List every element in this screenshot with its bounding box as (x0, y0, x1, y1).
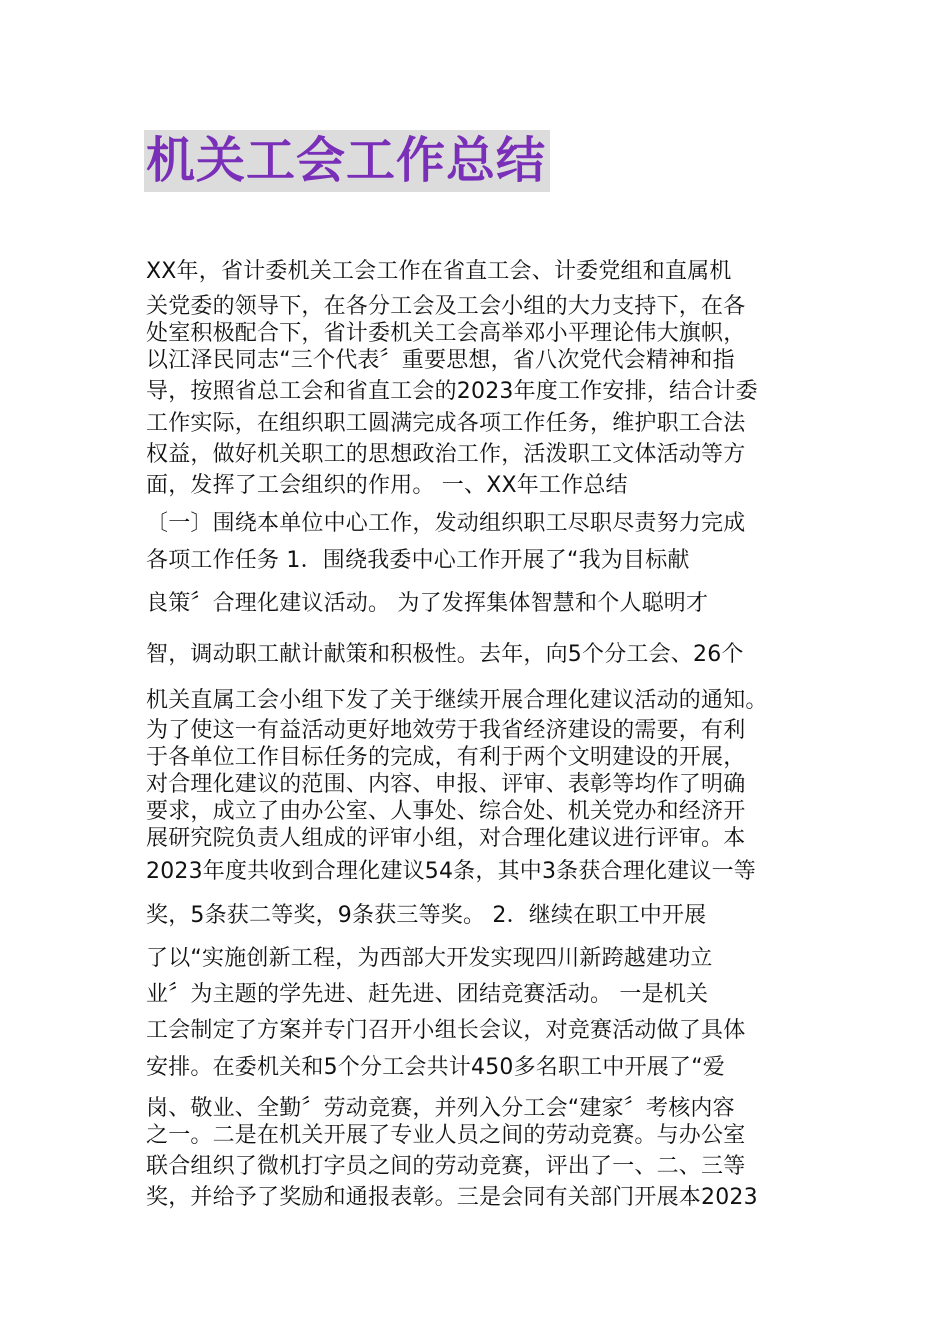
document-line: 面，发挥了工会组织的作用。 一、XX年工作总结 (146, 473, 628, 498)
document-line: 业〞为主题的学先进、赶先进、团结竞赛活动。 一是机关 (146, 982, 709, 1007)
document-title: 机关工会工作总结 (144, 130, 550, 192)
document-line: 〔一〕围绕本单位中心工作，发动组织职工尽职尽责努力完成 (146, 511, 746, 536)
document-line: 展研究院负责人组成的评审小组，对合理化建议进行评审。本 (146, 826, 746, 851)
document-line: 联合组织了微机打字员之间的劳动竞赛，评出了一、二、三等 (146, 1154, 746, 1179)
document-line: 权益，做好机关职工的思想政治工作，活泼职工文体活动等方 (146, 442, 746, 467)
document-line: 于各单位工作目标任务的完成，有利于两个文明建设的开展， (146, 745, 746, 770)
document-line: 工会制定了方案并专门召开小组长会议，对竞赛活动做了具体 (146, 1018, 746, 1043)
document-line: 工作实际，在组织职工圆满完成各项工作任务，维护职工合法 (146, 411, 746, 436)
document-line: 安排。在委机关和5个分工会共计450多名职工中开展了“爱 (146, 1055, 725, 1080)
document-line: 导，按照省总工会和省直工会的2023年度工作安排，结合计委 (146, 379, 758, 404)
document-line: 良策〞合理化建议活动。 为了发挥集体智慧和个人聪明才 (146, 591, 709, 616)
document-line: 智，调动职工献计献策和积极性。去年，向5个分工会、26个 (146, 642, 744, 667)
document-line: 关党委的领导下，在各分工会及工会小组的大力支持下，在各 (146, 294, 746, 319)
document-line: 机关直属工会小组下发了关于继续开展合理化建议活动的通知。 (146, 688, 768, 713)
document-line: 对合理化建议的范围、内容、申报、评审、表彰等均作了明确 (146, 772, 746, 797)
document-line: 以江泽民同志“三个代表〞重要思想，省八次党代会精神和指 (146, 348, 735, 373)
document-line: 为了使这一有益活动更好地效劳于我省经济建设的需要，有利 (146, 718, 746, 743)
document-line: 之一。二是在机关开展了专业人员之间的劳动竞赛。与办公室 (146, 1123, 746, 1148)
document-line: 2023年度共收到合理化建议54条，其中3条获合理化建议一等 (146, 859, 756, 884)
document-line: 了以“实施创新工程，为西部大开发实现四川新跨越建功立 (146, 946, 713, 971)
document-line: 处室积极配合下，省计委机关工会高举邓小平理论伟大旗帜， (146, 321, 746, 346)
document-line: 岗、敬业、全勤〞劳动竞赛，并列入分工会“建家〞考核内容 (146, 1096, 735, 1121)
document-line: 奖，并给予了奖励和通报表彰。三是会同有关部门开展本2023 (146, 1185, 758, 1210)
document-line: 要求，成立了由办公室、人事处、综合处、机关党办和经济开 (146, 799, 746, 824)
document-line: 奖，5条获二等奖，9条获三等奖。 2．继续在职工中开展 (146, 903, 707, 928)
document-line: 各项工作任务 1．围绕我委中心工作开展了“我为目标献 (146, 548, 690, 573)
document-line: XX年，省计委机关工会工作在省直工会、计委党组和直属机 (146, 259, 732, 284)
